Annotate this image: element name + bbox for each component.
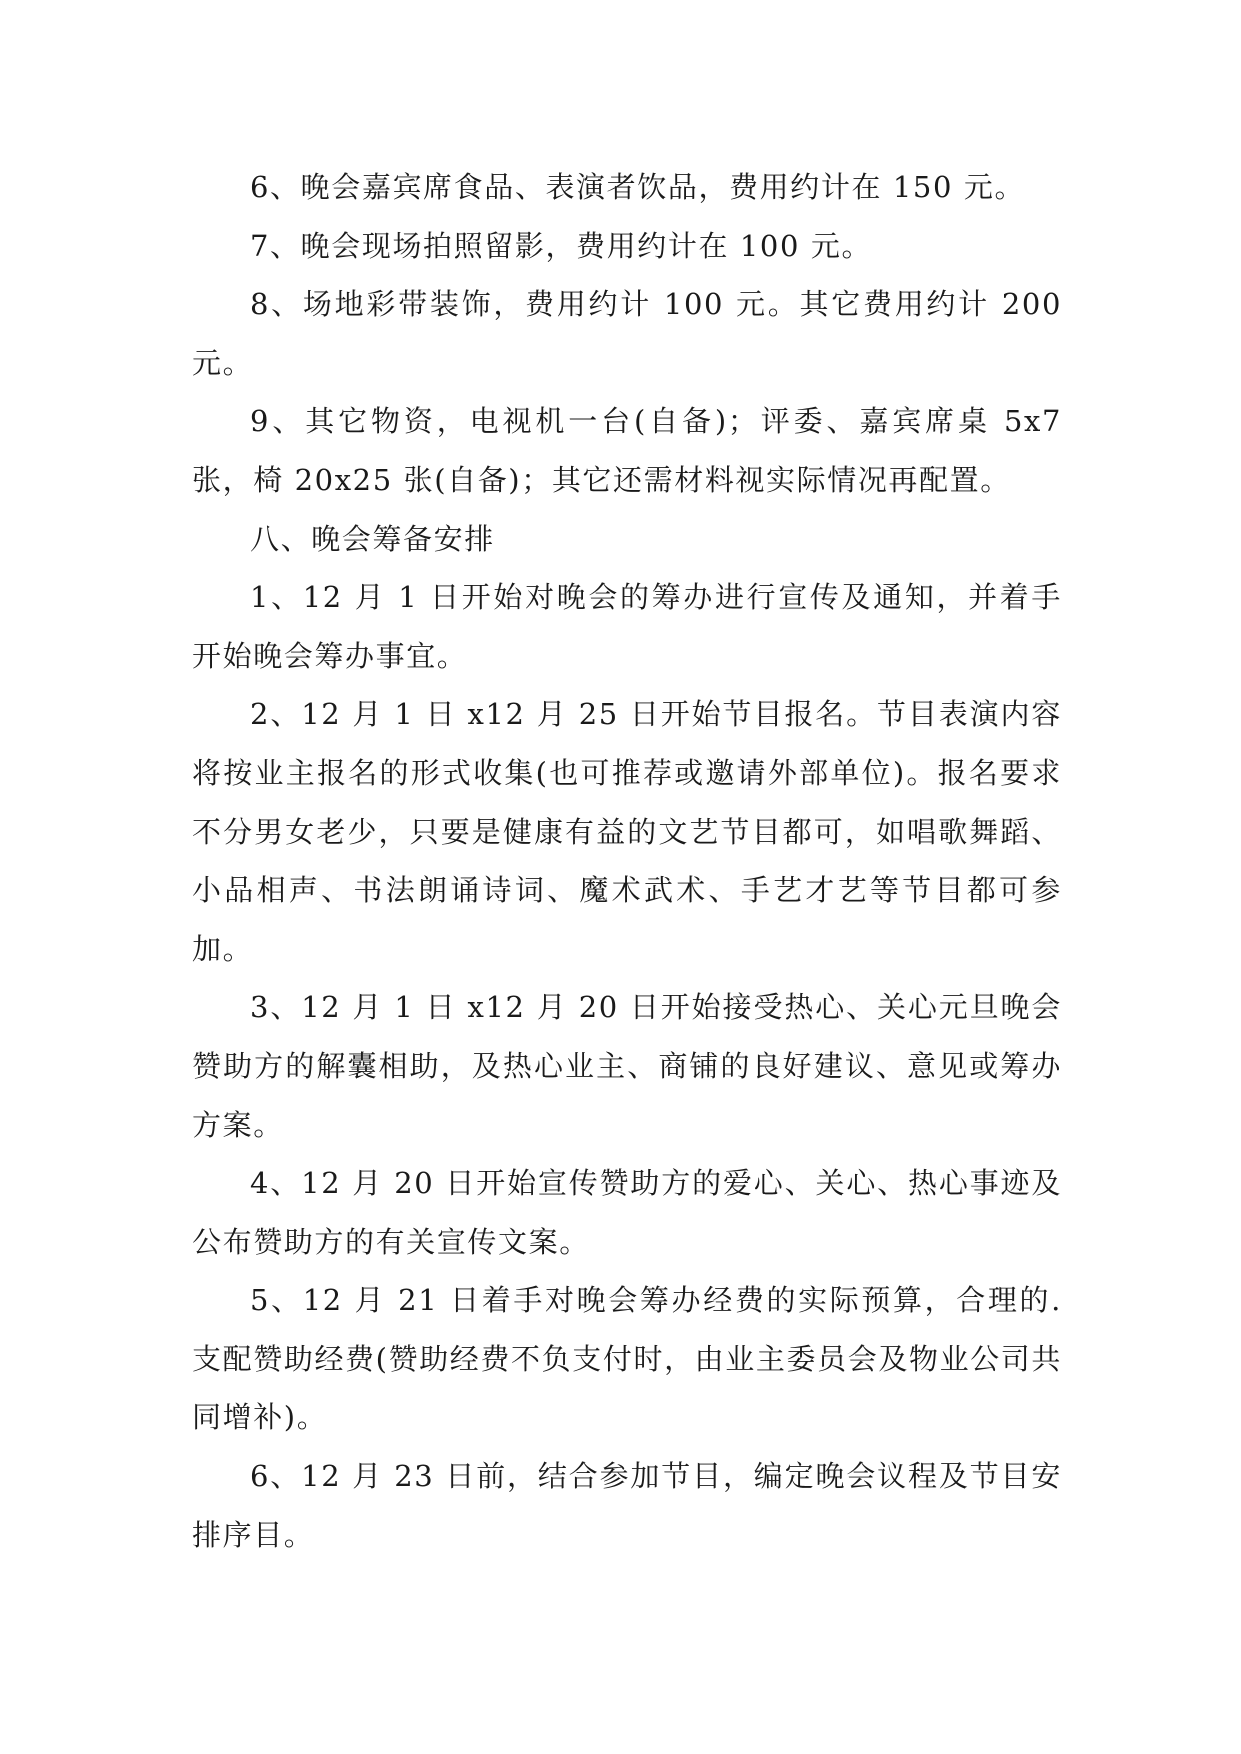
paragraph-schedule-3: 3、12 月 1 日 x12 月 20 日开始接受热心、关心元旦晚会赞助方的解囊相助，及热心业主、商铺的良好建议、意见或筹办方案。 xyxy=(192,990,1062,1142)
paragraph-expense-6: 6、晚会嘉宾席食品、表演者饮品，费用约计在 150 元。 xyxy=(250,170,1026,204)
paragraph-schedule-4: 4、12 月 20 日开始宣传赞助方的爱心、关心、热心事迹及公布赞助方的有关宣传文案。 xyxy=(192,1166,1062,1259)
paragraph-schedule-6: 6、12 月 23 日前，结合参加节目，编定晚会议程及节目安排序目。 xyxy=(192,1459,1062,1552)
paragraph-schedule-2: 2、12 月 1 日 x12 月 25 日开始节目报名。节目表演内容将按业主报名的形式收集(也可推荐或邀请外部单位)。报名要求不分男女老少，只要是健康有益的文艺节目都可，如唱歌舞蹈、小品相声、书法朗诵诗词、魔术武术、手艺才艺等节目都可参加。 xyxy=(192,697,1062,966)
paragraph-schedule-5: 5、12 月 21 日着手对晚会筹办经费的实际预算，合理的.支配赞助经费(赞助经费不负支付时，由业主委员会及物业公司共同增补)。 xyxy=(192,1283,1062,1435)
paragraph-expense-8: 8、场地彩带装饰，费用约计 100 元。其它费用约计 200 元。 xyxy=(192,287,1062,380)
paragraph-expense-9: 9、其它物资，电视机一台(自备)；评委、嘉宾席桌 5x7 张，椅 20x25 张(自备)；其它还需材料视实际情况再配置。 xyxy=(192,404,1062,497)
section-heading: 八、晚会筹备安排 xyxy=(250,521,495,556)
paragraph-expense-7: 7、晚会现场拍照留影，费用约计在 100 元。 xyxy=(250,228,873,263)
paragraph-schedule-1: 1、12 月 1 日开始对晚会的筹办进行宣传及通知，并着手开始晚会筹办事宜。 xyxy=(192,580,1062,673)
document-body xyxy=(192,158,1062,1564)
